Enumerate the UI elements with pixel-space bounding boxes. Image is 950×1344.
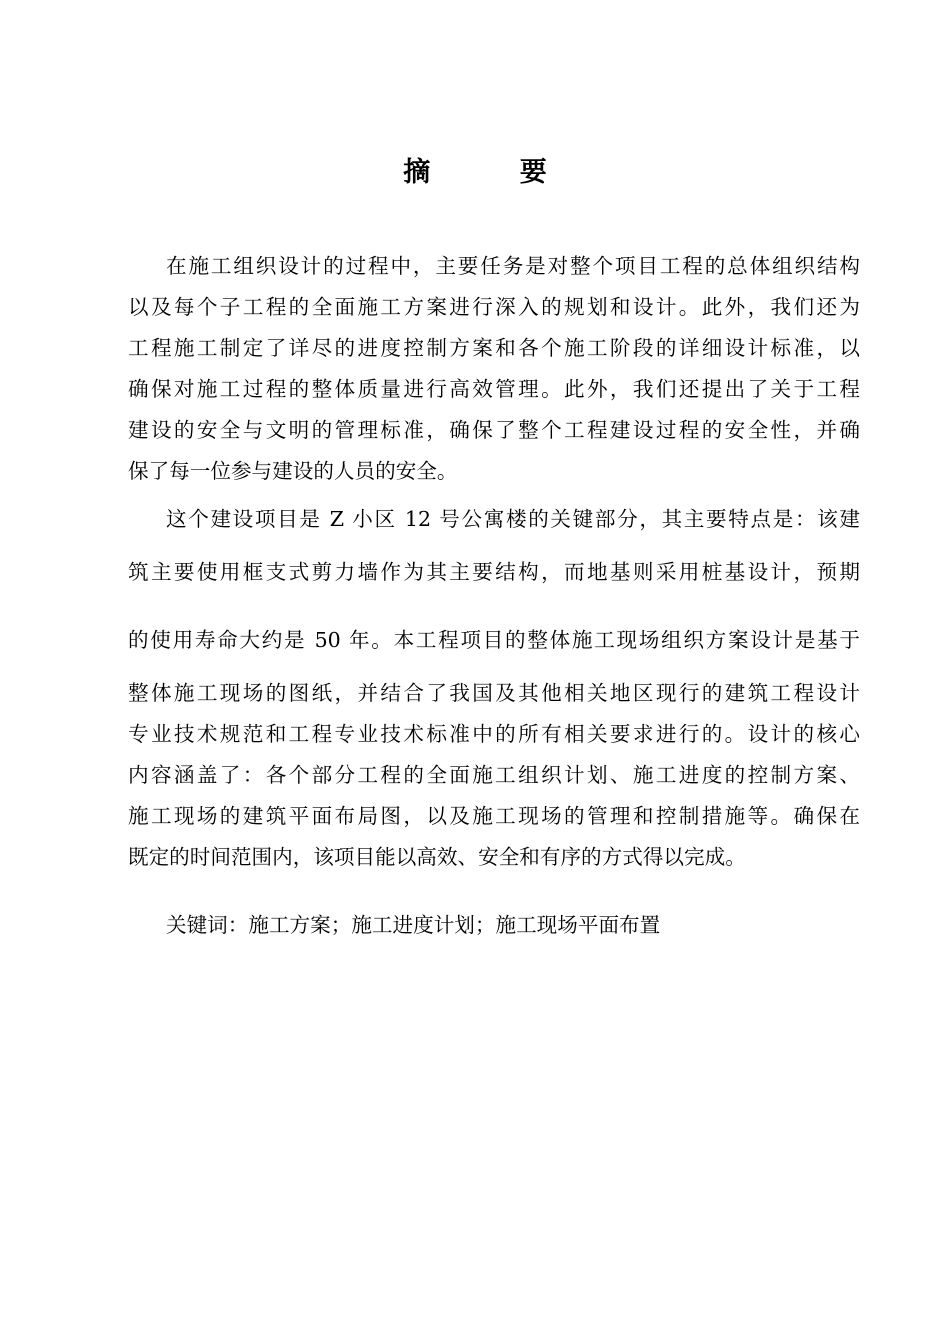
- paragraph-line: 保了每一位参与建设的人员的安全。: [128, 459, 458, 483]
- paragraph-line: 在施工组织设计的过程中，主要任务是对整个项目工程的总体组织结构: [166, 254, 860, 278]
- paragraph-line: 整体施工现场的图纸，并结合了我国及其他相关地区现行的建筑工程设计: [128, 681, 860, 705]
- paragraph-line: 确保对施工过程的整体质量进行高效管理。此外，我们还提出了关于工程: [128, 377, 860, 401]
- paragraph-line: 这个建设项目是 Z 小区 12 号公寓楼的关键部分，其主要特点是：该建: [166, 507, 860, 531]
- keywords-label: 关键词：: [166, 913, 249, 937]
- paragraph-line: 施工现场的建筑平面布局图，以及施工现场的管理和控制措施等。确保在: [128, 804, 860, 828]
- paragraph-line: 工程施工制定了详尽的进度控制方案和各个施工阶段的详细设计标准，以: [128, 336, 860, 360]
- paragraph-line: 的使用寿命大约是 50 年。本工程项目的整体施工现场组织方案设计是基于: [128, 628, 860, 652]
- paragraph-line: 建设的安全与文明的管理标准，确保了整个工程建设过程的安全性，并确: [128, 418, 860, 442]
- abstract-paragraph-1: [128, 252, 860, 498]
- abstract-title: 摘 要: [403, 157, 587, 188]
- abstract-paragraph-2: [128, 505, 860, 884]
- keywords-text: 施工方案；施工进度计划；施工现场平面布置: [248, 913, 661, 937]
- paragraph-line: 筑主要使用框支式剪力墙作为其主要结构，而地基则采用桩基设计，预期: [128, 560, 860, 584]
- paragraph-line: 既定的时间范围内，该项目能以高效、安全和有序的方式得以完成。: [128, 845, 746, 869]
- paragraph-line: 以及每个子工程的全面施工方案进行深入的规划和设计。此外，我们还为: [128, 295, 860, 319]
- paragraph-line: 内容涵盖了：各个部分工程的全面施工组织计划、施工进度的控制方案、: [128, 763, 860, 787]
- keywords-line: [166, 911, 660, 939]
- paragraph-line: 专业技术规范和工程专业技术标准中的所有相关要求进行的。设计的核心: [128, 722, 860, 746]
